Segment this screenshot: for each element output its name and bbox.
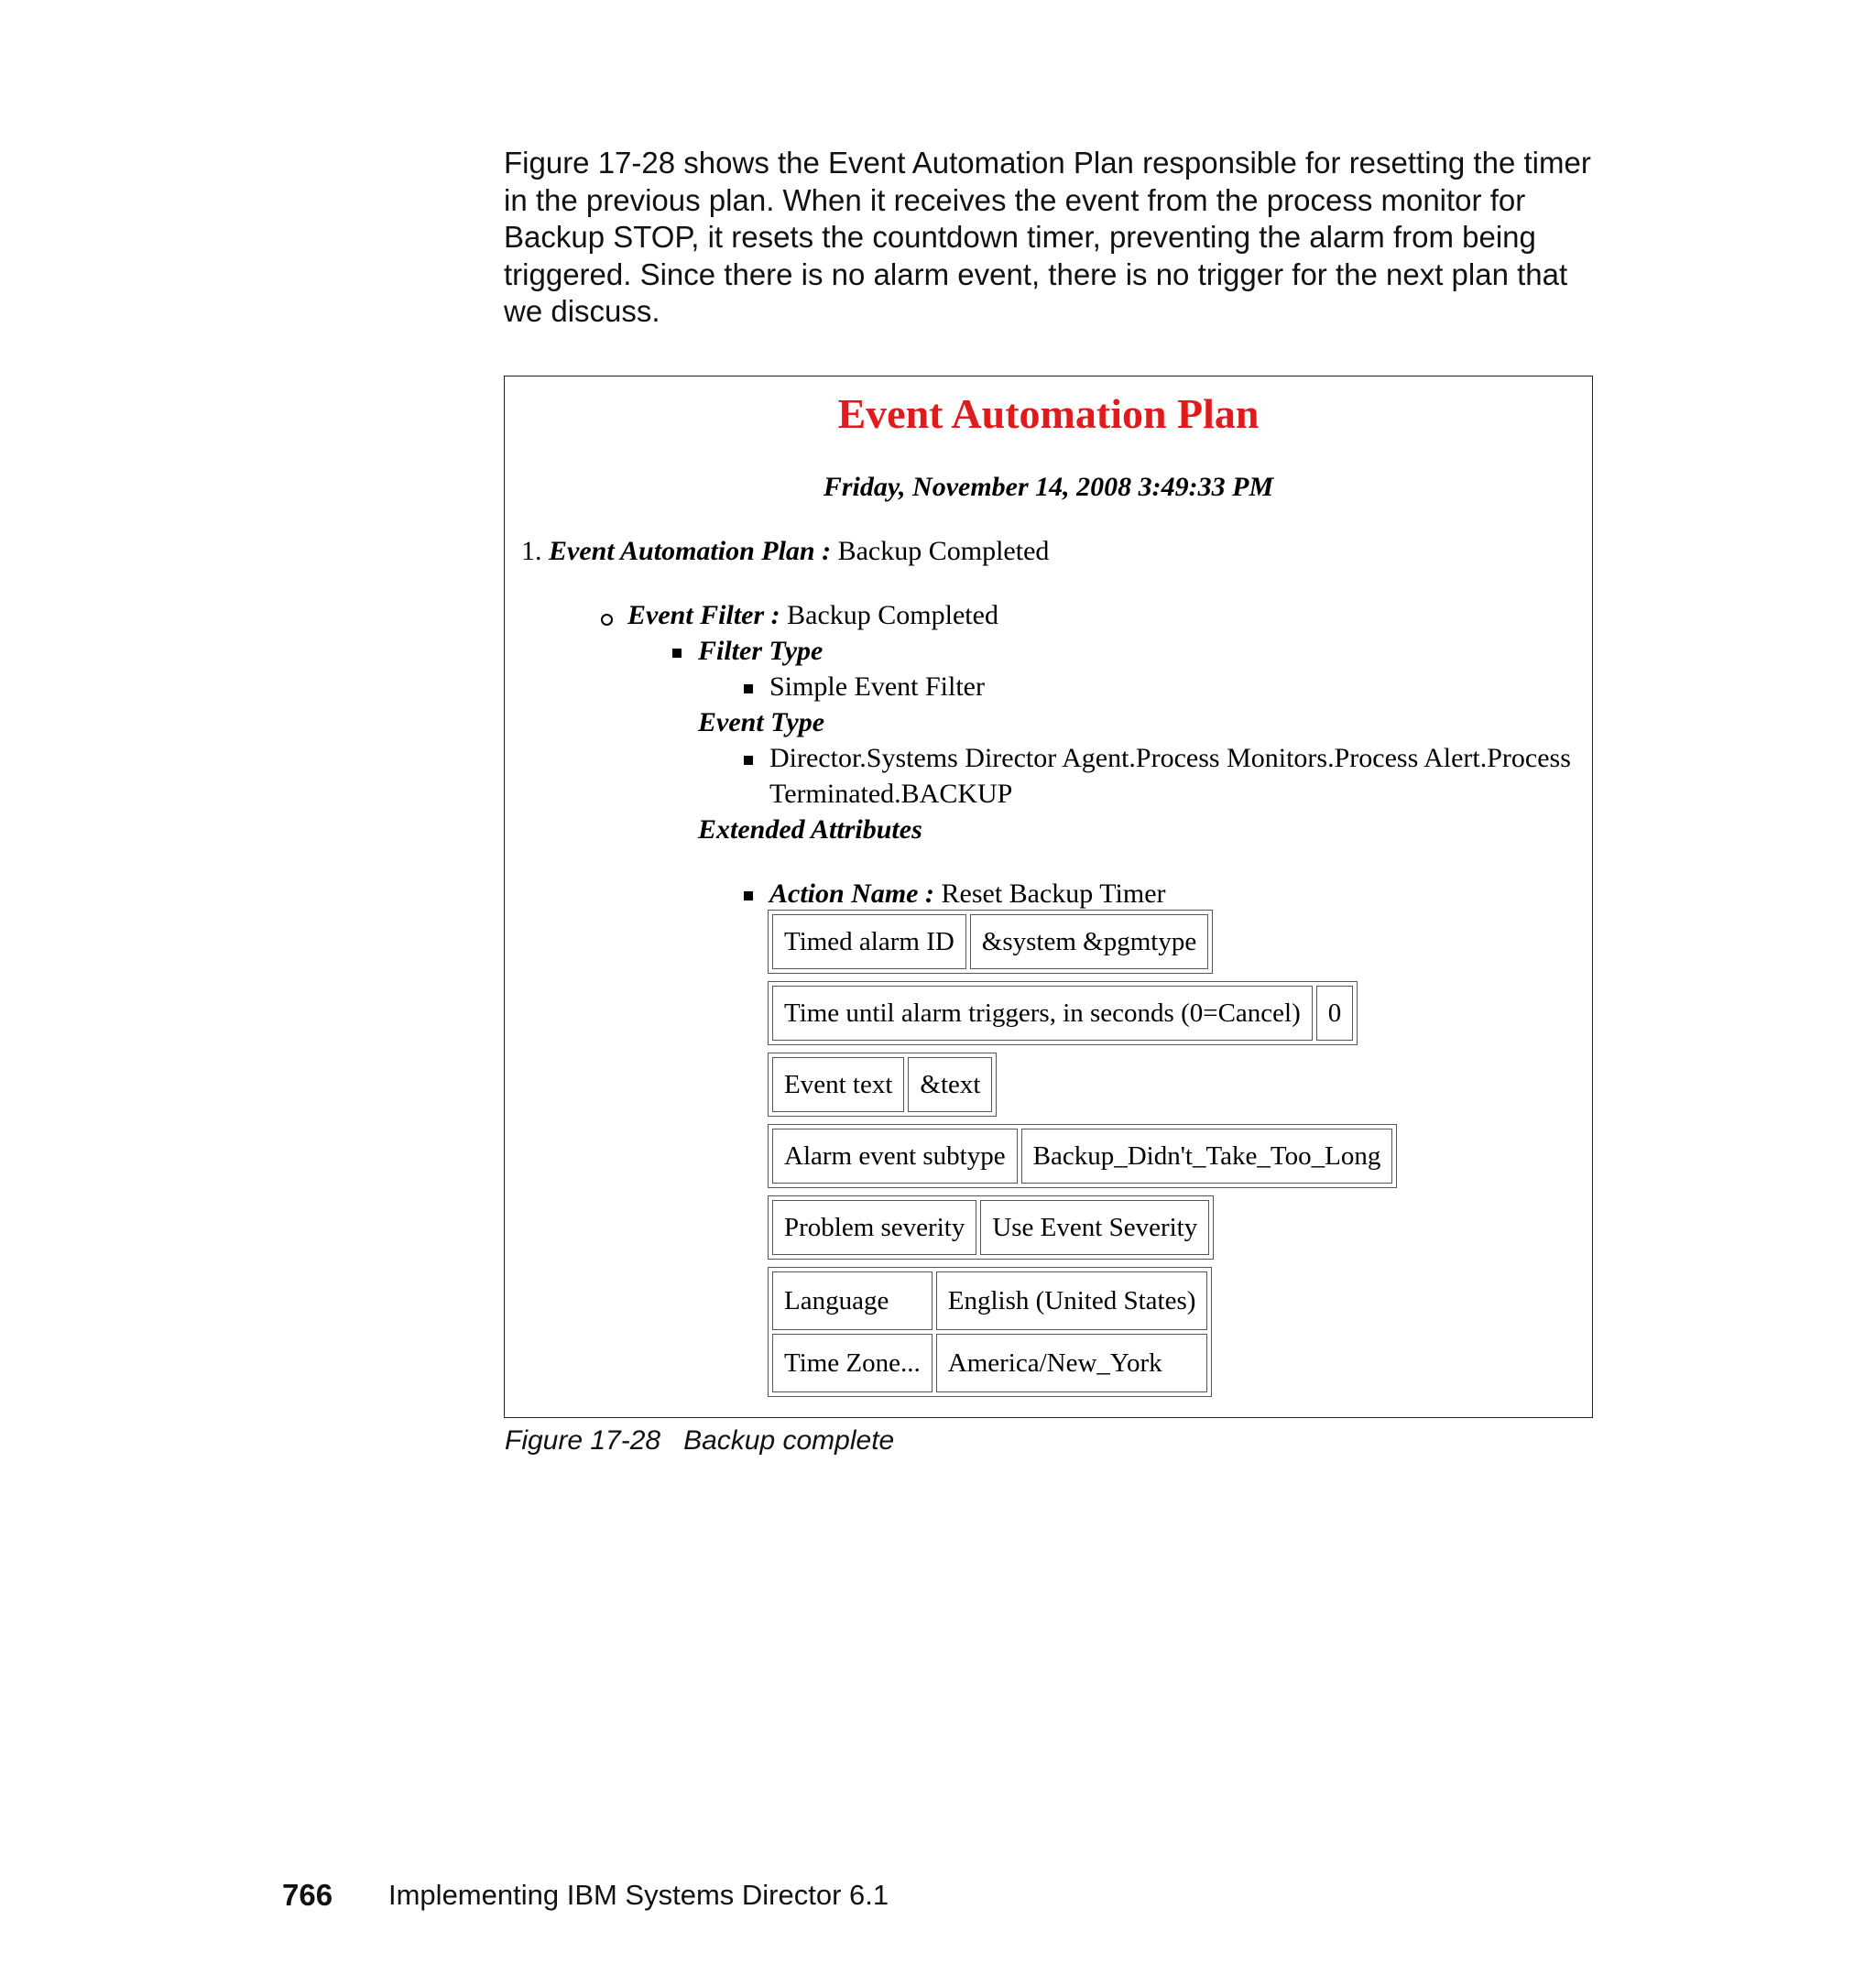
figure-date: Friday, November 14, 2008 3:49:33 PM	[823, 472, 1274, 502]
square-bullet-icon	[672, 649, 682, 658]
attribute-key: Time Zone...	[772, 1334, 933, 1392]
figure-screenshot	[504, 376, 1593, 1418]
attribute-key: Alarm event subtype	[772, 1129, 1018, 1184]
action-line	[769, 878, 1166, 910]
attribute-value: &system &pgmtype	[970, 914, 1208, 969]
attribute-value: Use Event Severity	[980, 1200, 1209, 1255]
table-row	[772, 1334, 1207, 1392]
attribute-key: Timed alarm ID	[772, 914, 966, 969]
attribute-value: &text	[908, 1057, 992, 1112]
attribute-value: Backup_Didn't_Take_Too_Long	[1021, 1129, 1393, 1184]
attribute-key: Language	[772, 1271, 933, 1330]
action-name-value: Reset Backup Timer	[941, 878, 1166, 909]
event-filter-value: Backup Completed	[787, 600, 998, 630]
attribute-value: America/New_York	[936, 1334, 1208, 1392]
attribute-value: English (United States)	[936, 1271, 1208, 1330]
plan-line	[521, 536, 1049, 567]
event-filter-label: Event Filter :	[627, 600, 780, 630]
square-bullet-icon	[744, 684, 753, 693]
attribute-table-timed-alarm-id	[768, 910, 1213, 974]
plan-value: Backup Completed	[837, 536, 1050, 566]
square-bullet-icon	[744, 756, 753, 765]
attribute-value: 0	[1316, 986, 1354, 1041]
event-type-value-line1: Director.Systems Director Agent.Process Monitors.Process Alert.Process	[769, 743, 1571, 773]
figure-caption: Figure 17-28 Backup complete	[505, 1425, 895, 1456]
extended-attributes-label: Extended Attributes	[698, 814, 922, 845]
filter-type-label: Filter Type	[698, 636, 823, 666]
intro-paragraph: Figure 17-28 shows the Event Automation Plan responsible for resetting the timer in the previous plan. When it receives the event from the process monitor for Backup STOP, it resets the countdown timer, preventing the alarm from being triggered. Since there is no alarm event, there is no trigger for the next plan that we discuss.	[504, 146, 1591, 328]
table-row	[772, 1057, 992, 1112]
event-type-value-line2: Terminated.BACKUP	[769, 779, 1013, 809]
attribute-table-time-until-alarm	[768, 981, 1358, 1045]
attribute-table-language-timezone	[768, 1267, 1212, 1397]
attribute-key: Time until alarm triggers, in seconds (0=Cancel)	[772, 986, 1313, 1041]
plan-label: Event Automation Plan :	[549, 536, 832, 566]
event-filter-line	[627, 600, 998, 631]
attribute-table-problem-severity	[768, 1195, 1214, 1260]
action-name-label: Action Name :	[769, 878, 934, 909]
attribute-key: Problem severity	[772, 1200, 976, 1255]
square-bullet-icon	[744, 891, 753, 900]
page-number: 766	[282, 1878, 333, 1912]
book-title: Implementing IBM Systems Director 6.1	[388, 1879, 889, 1911]
table-row	[772, 1271, 1207, 1330]
plan-number: 1.	[521, 536, 542, 566]
circle-bullet-icon	[601, 614, 613, 626]
table-row	[772, 914, 1208, 969]
table-row	[772, 1129, 1392, 1184]
table-row	[772, 1200, 1209, 1255]
attribute-table-alarm-event-subtype	[768, 1124, 1397, 1188]
figure-title: Event Automation Plan	[837, 390, 1260, 437]
table-row	[772, 986, 1353, 1041]
filter-type-value: Simple Event Filter	[769, 671, 985, 702]
event-type-label: Event Type	[698, 707, 825, 737]
attribute-key: Event text	[772, 1057, 904, 1112]
attribute-table-event-text	[768, 1053, 997, 1117]
